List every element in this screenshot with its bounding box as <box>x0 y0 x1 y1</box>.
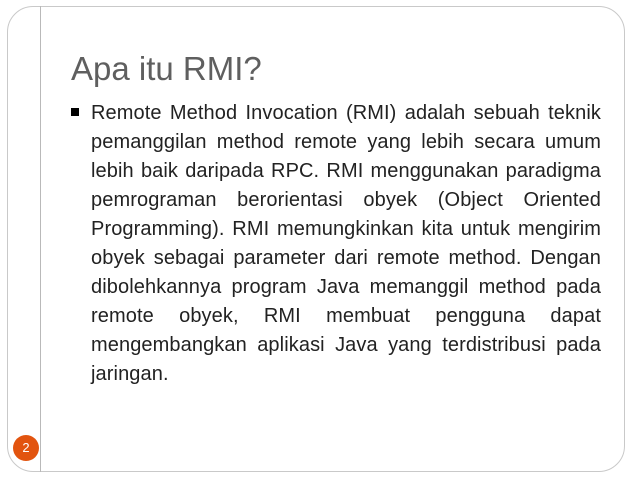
slide-title: Apa itu RMI? <box>71 50 262 87</box>
square-bullet-icon <box>71 108 79 116</box>
page-number-badge: 2 <box>13 435 39 461</box>
bullet-text: Remote Method Invocation (RMI) adalah sebuah teknik pemanggilan method remote yang lebih secara umum lebih baik daripada RPC. RMI menggunakan paradigma pemrograman berorientasi obyek (Object Oriented Programming). RMI memungkinkan kita untuk mengirim obyek sebagai parameter dari remote method. Dengan dibolehkannya program Java memanggil method pada remote obyek, RMI membuat pengguna dapat mengembangkan aplikasi Java yang terdistribusi pada jaringan. <box>91 102 601 385</box>
bullet-item <box>71 99 601 389</box>
vertical-rule <box>40 6 41 472</box>
